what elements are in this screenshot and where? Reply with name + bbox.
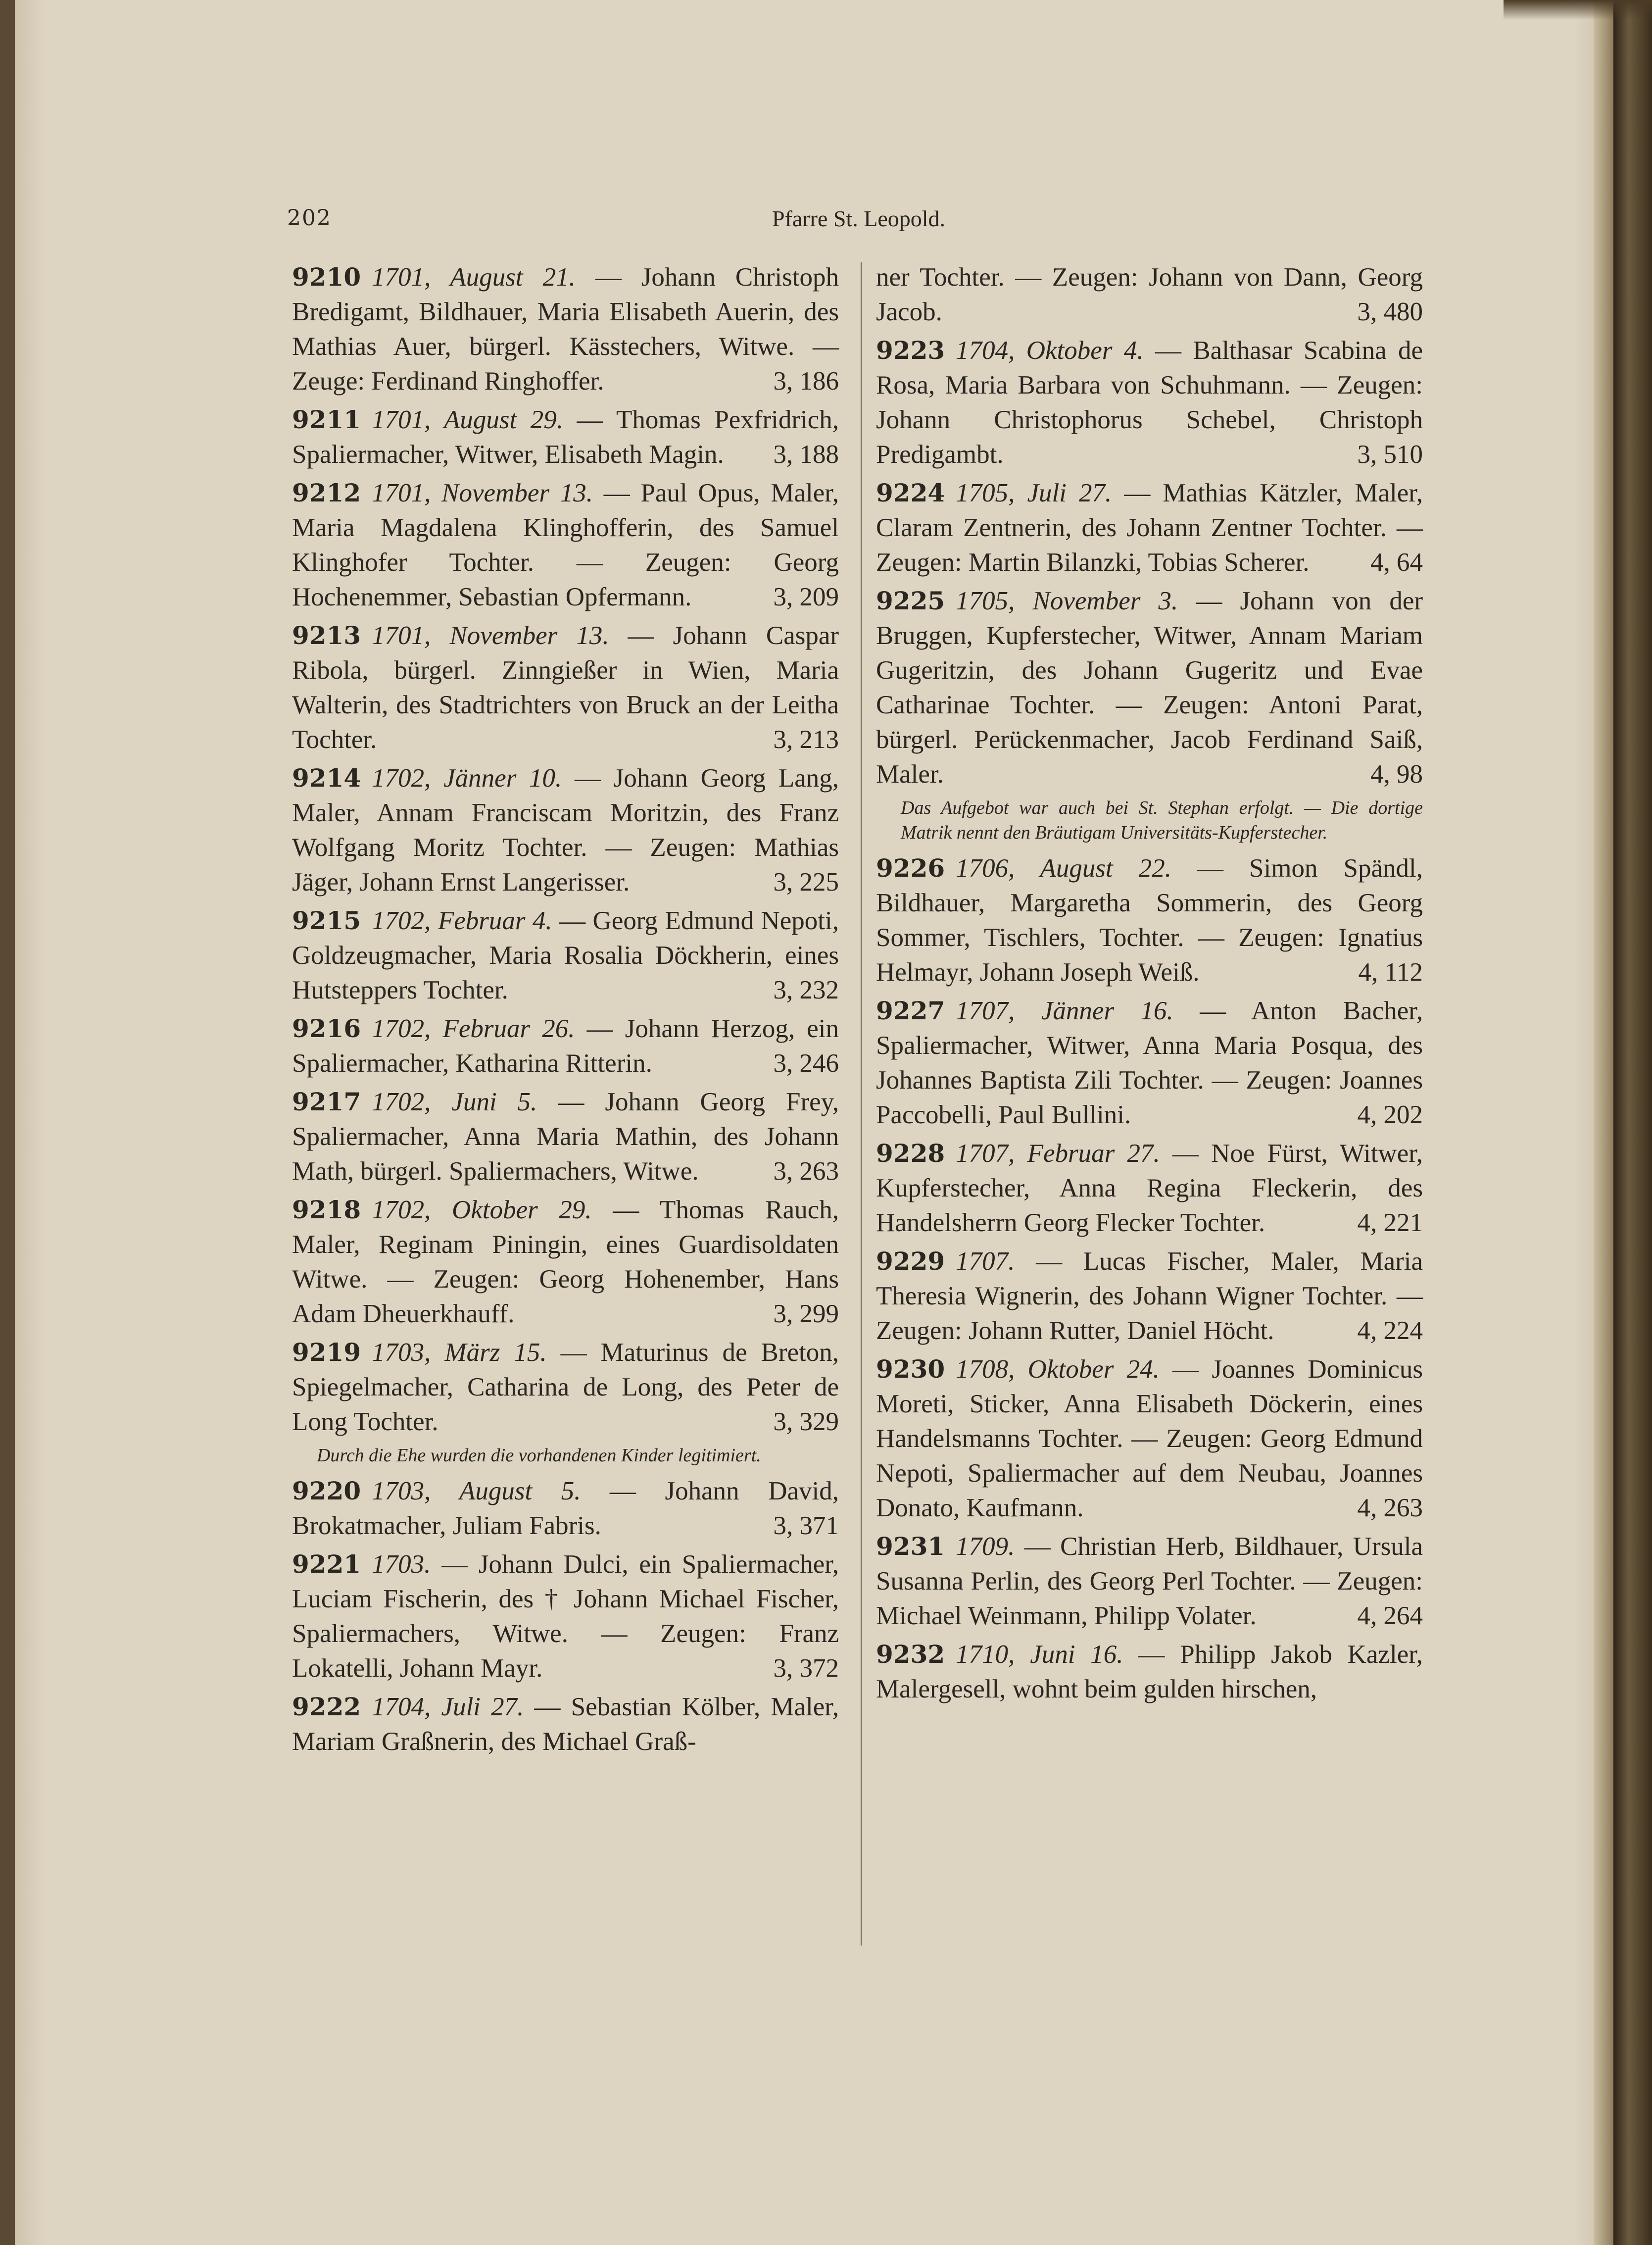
register-entry: [292, 1335, 839, 1439]
entry-date: 1702, Februar 26.: [372, 1014, 575, 1043]
register-entry: [292, 260, 839, 399]
register-entry: [292, 618, 839, 757]
entry-number: 9227: [876, 996, 945, 1025]
entry-reference: 3, 225: [773, 868, 839, 897]
entry-text: — Johann Christoph Bredigamt, Bildhauer, Maria Elisabeth Auerin, des Mathias Auer, bürgerl. Kässtechers, Witwe. — Zeuge: Ferdinand Ringhoffer.: [292, 263, 839, 396]
entry-number: 9229: [876, 1247, 945, 1276]
entry-number: 9217: [292, 1087, 361, 1116]
register-entry: [876, 260, 1423, 329]
column-divider: [861, 262, 862, 1946]
entry-date: 1707.: [956, 1247, 1015, 1276]
entry-reference: 3, 329: [773, 1407, 839, 1436]
entry-reference: 3, 209: [773, 583, 839, 611]
register-entry: [876, 1244, 1423, 1348]
entry-text: — Mathias Kätzler, Maler, Claram Zentnerin, des Johann Zentner Tochter. — Zeugen: Martin Bilanzki, Tobias Scherer.: [876, 479, 1423, 577]
register-entry: [292, 1011, 839, 1081]
entry-text: — Philipp Jakob Kazler, Malergesell, wohnt beim gulden hirschen,: [876, 1640, 1423, 1703]
register-entry: [292, 1547, 839, 1686]
register-entry: [292, 476, 839, 614]
entry-text: — Johann Caspar Ribola, bürgerl. Zinngießer in Wien, Maria Walterin, des Stadtrichters von Bruck an der Leitha Tochter.: [292, 621, 839, 754]
entry-date: 1704, Oktober 4.: [956, 336, 1144, 365]
entry-number: 9212: [292, 478, 361, 507]
register-entry: [292, 1690, 839, 1759]
entry-date: 1704, Juli 27.: [372, 1693, 524, 1721]
running-head: Pfarre St. Leopold.: [772, 206, 946, 231]
entry-number: 9226: [876, 853, 945, 883]
register-entry: [876, 1529, 1423, 1633]
register-entry: [876, 994, 1423, 1132]
entry-number: 9218: [292, 1195, 361, 1224]
entry-reference: 3, 246: [773, 1049, 839, 1078]
entry-number: 9215: [292, 906, 361, 935]
register-entry: [292, 1085, 839, 1189]
entry-text: — Johann von der Bruggen, Kupferstecher, Witwer, Annam Mariam Gugeritzin, des Johann Gugeritz und Evae Catharinae Tochter. — Zeugen: Antoni Parat, bürgerl. Perückenmacher, Jacob Ferdinand Saiß, Maler.: [876, 587, 1423, 789]
entry-footnote: Durch die Ehe wurden die vorhandenen Kinder legitimiert.: [317, 1445, 761, 1466]
entry-text: — Christian Herb, Bildhauer, Ursula Susanna Perlin, des Georg Perl Tochter. — Zeugen: Michael Weinmann, Philipp Volater.: [876, 1532, 1423, 1630]
entry-text: — Georg Edmund Nepoti, Goldzeugmacher, Maria Rosalia Döckherin, eines Hutsteppers Tochter.: [292, 906, 839, 1004]
entry-text: — Noe Fürst, Witwer, Kupferstecher, Anna Regina Fleckerin, des Handelsherrn Georg Flecker Tochter.: [876, 1139, 1423, 1237]
entry-number: 9216: [292, 1014, 361, 1043]
register-entry: [876, 1352, 1423, 1525]
entry-reference: 4, 264: [1357, 1601, 1423, 1630]
entry-reference: 4, 112: [1358, 958, 1423, 987]
entry-text: — Johann Georg Frey, Spaliermacher, Anna Maria Mathin, des Johann Math, bürgerl. Spaliermachers, Witwe.: [292, 1088, 839, 1186]
entry-reference: 3, 372: [773, 1654, 839, 1683]
entry-number: 9214: [292, 763, 361, 793]
entry-date: 1701, November 13.: [372, 479, 593, 507]
entry-reference: 4, 98: [1370, 760, 1423, 789]
entry-date: 1702, Jänner 10.: [372, 764, 562, 793]
entry-number: 9224: [876, 478, 945, 507]
register-entry: [876, 476, 1423, 580]
entry-text: — Joannes Dominicus Moreti, Sticker, Anna Elisabeth Döckerin, eines Handelsmanns Tochter. — Zeugen: Georg Edmund Nepoti, Spaliermacher auf dem Neubau, Joannes Donato, Kaufmann.: [876, 1355, 1423, 1522]
entry-date: 1702, Februar 4.: [372, 906, 552, 935]
entry-text: — Maturinus de Breton, Spiegelmacher, Catharina de Long, des Peter de Long Tochter.: [292, 1338, 839, 1436]
entry-text: — Balthasar Scabina de Rosa, Maria Barbara von Schuhmann. — Zeugen: Johann Christophorus Schebel, Christoph Predigambt.: [876, 336, 1423, 469]
entry-reference: 3, 299: [773, 1299, 839, 1328]
entry-reference: 3, 263: [773, 1157, 839, 1186]
right-column: [876, 260, 1423, 1710]
entry-date: 1703, August 5.: [372, 1477, 581, 1505]
entry-date: 1701, August 21.: [372, 263, 576, 292]
entry-date: 1702, Oktober 29.: [372, 1196, 592, 1224]
entry-date: 1701, August 29.: [372, 405, 563, 434]
entry-text: — Lucas Fischer, Maler, Maria Theresia Wignerin, des Johann Wigner Tochter. — Zeugen: Johann Rutter, Daniel Höcht.: [876, 1247, 1423, 1345]
entry-reference: 4, 64: [1370, 548, 1423, 577]
entry-date: 1702, Juni 5.: [372, 1088, 537, 1116]
entry-reference: 4, 263: [1357, 1494, 1423, 1522]
entry-text: — Thomas Rauch, Maler, Reginam Piningin, eines Guardisoldaten Witwe. — Zeugen: Georg Hohenember, Hans Adam Dheuerkhauff.: [292, 1196, 839, 1328]
entry-reference: 3, 510: [1357, 440, 1423, 469]
entry-number: 9223: [876, 336, 945, 365]
entry-text: — Sebastian Kölber, Maler, Mariam Graßnerin, des Michael Graß-: [292, 1693, 839, 1756]
register-entry: [292, 1193, 839, 1331]
entry-number: 9231: [876, 1532, 945, 1561]
register-entry: [292, 402, 839, 472]
entry-reference: 3, 188: [773, 440, 839, 469]
entry-text: — Johann Georg Lang, Maler, Annam Franciscam Moritzin, des Franz Wolfgang Moritz Tochter. — Zeugen: Mathias Jäger, Johann Ernst Langerisser.: [292, 764, 839, 897]
register-entry: [876, 333, 1423, 472]
entry-date: 1703, März 15.: [372, 1338, 547, 1367]
register-entry: [292, 1474, 839, 1543]
entry-reference: 4, 202: [1357, 1100, 1423, 1129]
entry-text: ner Tochter. — Zeugen: Johann von Dann, Georg Jacob.: [876, 263, 1423, 326]
entry-date: 1703.: [372, 1550, 431, 1579]
entry-date: 1705, November 3.: [956, 587, 1178, 615]
entry-date: 1707, Februar 27.: [956, 1139, 1160, 1168]
entry-reference: 3, 371: [773, 1511, 839, 1540]
entry-date: 1709.: [956, 1532, 1015, 1561]
scan-shadow: [1504, 0, 1652, 20]
entry-date: 1710, Juni 16.: [956, 1640, 1123, 1669]
entry-number: 9220: [292, 1476, 361, 1505]
entry-text: — Johann Dulci, ein Spaliermacher, Luciam Fischerin, des † Johann Michael Fischer, Spaliermachers, Witwe. — Zeugen: Franz Lokatelli, Johann Mayr.: [292, 1550, 839, 1683]
entry-number: 9211: [292, 405, 361, 434]
entry-date: 1701, November 13.: [372, 621, 609, 650]
entry-text: — Johann David, Brokatmacher, Juliam Fabris.: [292, 1477, 839, 1540]
entry-text: — Thomas Pexfridrich, Spaliermacher, Witwer, Elisabeth Magin.: [292, 405, 839, 469]
register-entry: [876, 851, 1423, 990]
entry-date: 1708, Oktober 24.: [956, 1355, 1160, 1384]
entry-text: — Simon Spändl, Bildhauer, Margaretha Sommerin, des Georg Sommer, Tischlers, Tochter. — Zeugen: Ignatius Helmayr, Johann Joseph Weiß.: [876, 854, 1423, 987]
book-edge: [1613, 0, 1652, 2245]
entry-date: 1707, Jänner 16.: [956, 997, 1173, 1025]
entry-number: 9232: [876, 1640, 945, 1669]
entry-number: 9225: [876, 586, 945, 615]
entry-number: 9221: [292, 1549, 361, 1579]
register-entry: [876, 584, 1423, 792]
entry-reference: 3, 480: [1357, 298, 1423, 326]
entry-reference: 4, 221: [1357, 1208, 1423, 1237]
entry-reference: 4, 224: [1357, 1316, 1423, 1345]
entry-text: — Johann Herzog, ein Spaliermacher, Katharina Ritterin.: [292, 1014, 839, 1078]
entry-date: 1706, August 22.: [956, 854, 1171, 883]
entry-text: — Paul Opus, Maler, Maria Magdalena Klinghofferin, des Samuel Klinghofer Tochter. — Zeugen: Georg Hochenemmer, Sebastian Opfermann.: [292, 479, 839, 611]
entry-footnote: Das Aufgebot war auch bei St. Stephan erfolgt. — Die dortige Matrik nennt den Bräutigam Universitäts-Kupferstecher.: [901, 798, 1423, 843]
register-entry: [292, 761, 839, 899]
page-number: 202: [287, 205, 332, 231]
entry-number: 9222: [292, 1692, 361, 1721]
left-column: [292, 260, 839, 1763]
entry-number: 9210: [292, 262, 361, 292]
entry-reference: 3, 232: [773, 976, 839, 1004]
register-entry: [876, 1637, 1423, 1706]
entry-date: 1705, Juli 27.: [956, 479, 1112, 507]
page-gutter: [1594, 0, 1613, 2245]
entry-number: 9228: [876, 1139, 945, 1168]
entry-reference: 3, 213: [773, 725, 839, 754]
register-entry: [292, 903, 839, 1007]
entry-reference: 3, 186: [773, 367, 839, 396]
entry-text: — Anton Bacher, Spaliermacher, Witwer, Anna Maria Posqua, des Johannes Baptista Zili Tochter. — Zeugen: Joannes Paccobelli, Paul Bullini.: [876, 997, 1423, 1129]
entry-number: 9230: [876, 1354, 945, 1384]
entry-number: 9213: [292, 621, 361, 650]
entry-number: 9219: [292, 1338, 361, 1367]
register-entry: [876, 1136, 1423, 1240]
